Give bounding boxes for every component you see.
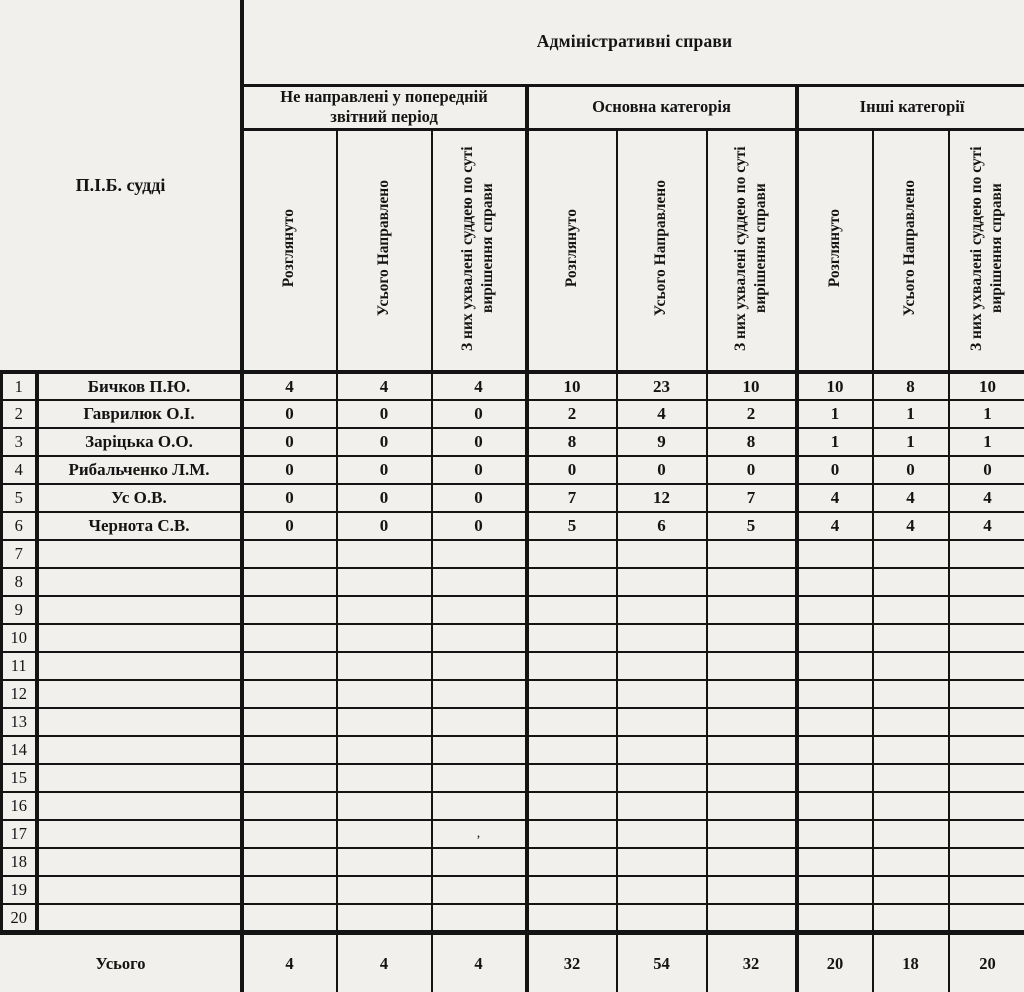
table-row <box>2 400 1024 428</box>
subheader-reviewed <box>242 129 337 372</box>
data-cell <box>707 848 797 876</box>
data-cell: 4 <box>432 372 527 400</box>
group-header-main-category: Основна категорія <box>527 85 797 129</box>
data-cell <box>242 624 337 652</box>
data-cell <box>949 680 1024 708</box>
table-row <box>2 708 1024 736</box>
data-cell <box>337 848 432 876</box>
total-value-cell: 18 <box>873 932 949 992</box>
row-number: 15 <box>2 764 37 792</box>
data-cell <box>242 708 337 736</box>
data-cell <box>617 568 707 596</box>
data-cell: 0 <box>242 400 337 428</box>
table-row <box>2 596 1024 624</box>
data-cell: 1 <box>873 400 949 428</box>
total-value-cell: 32 <box>527 932 617 992</box>
data-cell <box>242 540 337 568</box>
data-cell <box>242 904 337 932</box>
subheader-total-forwarded <box>337 129 432 372</box>
table-row <box>2 372 1024 400</box>
row-number: 10 <box>2 624 37 652</box>
judge-name-cell <box>37 820 242 848</box>
row-number: 13 <box>2 708 37 736</box>
data-cell: 0 <box>242 484 337 512</box>
data-cell <box>242 680 337 708</box>
total-value-cell: 20 <box>949 932 1024 992</box>
data-cell <box>337 904 432 932</box>
table-row <box>2 484 1024 512</box>
data-cell <box>949 764 1024 792</box>
subheader-label: Усього Направлено <box>651 180 671 316</box>
data-cell <box>337 568 432 596</box>
data-cell <box>873 764 949 792</box>
subheader-label: Розглянуто <box>562 209 582 287</box>
data-cell <box>873 596 949 624</box>
subheader-label: Усього Направлено <box>374 180 394 316</box>
data-cell <box>797 652 873 680</box>
data-cell <box>707 540 797 568</box>
total-value-cell: 54 <box>617 932 707 992</box>
data-cell <box>617 680 707 708</box>
data-cell <box>797 820 873 848</box>
data-cell: 12 <box>617 484 707 512</box>
table-row <box>2 540 1024 568</box>
data-cell: 2 <box>707 400 797 428</box>
data-cell <box>797 876 873 904</box>
data-cell <box>432 848 527 876</box>
table-row <box>2 568 1024 596</box>
row-number: 16 <box>2 792 37 820</box>
table-row <box>2 680 1024 708</box>
data-cell <box>797 792 873 820</box>
data-cell <box>527 596 617 624</box>
data-cell <box>873 540 949 568</box>
data-cell <box>337 820 432 848</box>
data-cell <box>432 624 527 652</box>
data-cell <box>617 792 707 820</box>
data-cell: 7 <box>527 484 617 512</box>
data-cell <box>617 904 707 932</box>
row-number: 8 <box>2 568 37 596</box>
data-cell <box>873 904 949 932</box>
data-cell <box>949 596 1024 624</box>
data-cell <box>527 904 617 932</box>
data-cell <box>707 624 797 652</box>
data-cell <box>617 764 707 792</box>
total-value-cell: 4 <box>242 932 337 992</box>
data-cell: 4 <box>873 484 949 512</box>
data-cell: 0 <box>242 456 337 484</box>
data-cell: 0 <box>873 456 949 484</box>
total-value-cell: 4 <box>432 932 527 992</box>
data-cell <box>949 792 1024 820</box>
data-cell <box>337 540 432 568</box>
data-cell: 10 <box>797 372 873 400</box>
data-cell <box>527 568 617 596</box>
data-cell: 0 <box>337 400 432 428</box>
data-cell: 6 <box>617 512 707 540</box>
total-row-label: Усього <box>2 932 242 992</box>
data-cell: 10 <box>527 372 617 400</box>
subheader-label: Розглянуто <box>279 209 299 287</box>
table-title: Адміністративні справи <box>242 0 1024 85</box>
table-row <box>2 428 1024 456</box>
data-cell <box>337 624 432 652</box>
row-number: 4 <box>2 456 37 484</box>
data-cell: 4 <box>617 400 707 428</box>
data-cell: 1 <box>797 400 873 428</box>
data-cell <box>707 876 797 904</box>
judge-name-cell <box>37 736 242 764</box>
subheader-label: Усього Направлено <box>900 180 920 316</box>
data-cell <box>797 708 873 736</box>
data-cell <box>707 680 797 708</box>
data-cell: 8 <box>873 372 949 400</box>
judge-name-cell <box>37 764 242 792</box>
data-cell: 5 <box>707 512 797 540</box>
judge-name-cell <box>37 904 242 932</box>
table-body <box>2 372 1024 932</box>
data-cell <box>432 652 527 680</box>
data-cell: , <box>432 820 527 848</box>
data-cell <box>527 624 617 652</box>
subheader-reviewed <box>797 129 873 372</box>
data-cell <box>707 708 797 736</box>
data-cell <box>337 596 432 624</box>
data-cell <box>432 540 527 568</box>
data-cell <box>337 680 432 708</box>
judge-name-cell <box>37 596 242 624</box>
subheader-total-forwarded <box>617 129 707 372</box>
data-cell <box>242 876 337 904</box>
data-cell: 0 <box>337 428 432 456</box>
data-cell: 0 <box>242 428 337 456</box>
data-cell <box>432 680 527 708</box>
data-cell: 1 <box>949 400 1024 428</box>
data-cell <box>873 624 949 652</box>
data-cell: 1 <box>949 428 1024 456</box>
data-cell <box>949 876 1024 904</box>
data-cell <box>707 652 797 680</box>
data-cell <box>949 652 1024 680</box>
table-row <box>2 624 1024 652</box>
data-cell: 4 <box>337 372 432 400</box>
table-row <box>2 764 1024 792</box>
row-number: 1 <box>2 372 37 400</box>
subheader-label: Розглянуто <box>825 209 845 287</box>
data-cell: 0 <box>242 512 337 540</box>
subheader-label: З них ухвалені суддею по суті вирішення справи <box>967 146 1007 351</box>
data-cell <box>873 876 949 904</box>
data-cell <box>242 596 337 624</box>
data-cell <box>949 736 1024 764</box>
data-cell <box>707 736 797 764</box>
data-cell <box>797 568 873 596</box>
data-cell <box>617 596 707 624</box>
data-cell: 0 <box>707 456 797 484</box>
data-cell <box>949 624 1024 652</box>
total-value-cell: 32 <box>707 932 797 992</box>
judge-name-cell <box>37 708 242 736</box>
data-cell: 1 <box>797 428 873 456</box>
judge-name-cell <box>37 680 242 708</box>
data-cell: 2 <box>527 400 617 428</box>
data-cell <box>949 540 1024 568</box>
data-cell <box>617 708 707 736</box>
data-cell <box>527 540 617 568</box>
data-cell <box>797 736 873 764</box>
row-number: 11 <box>2 652 37 680</box>
table-row <box>2 904 1024 932</box>
data-cell <box>337 652 432 680</box>
data-cell <box>617 736 707 764</box>
data-cell <box>873 680 949 708</box>
row-number: 12 <box>2 680 37 708</box>
data-cell: 0 <box>949 456 1024 484</box>
data-cell <box>617 876 707 904</box>
table-row <box>2 848 1024 876</box>
data-cell <box>242 848 337 876</box>
row-number: 14 <box>2 736 37 764</box>
data-cell: 0 <box>337 456 432 484</box>
total-value-cell: 4 <box>337 932 432 992</box>
data-cell: 0 <box>527 456 617 484</box>
data-cell <box>949 848 1024 876</box>
data-cell <box>707 596 797 624</box>
data-cell <box>432 596 527 624</box>
data-cell <box>617 652 707 680</box>
judge-name-cell: Бичков П.Ю. <box>37 372 242 400</box>
data-cell <box>797 540 873 568</box>
data-cell: 5 <box>527 512 617 540</box>
judge-name-cell: Чернота С.В. <box>37 512 242 540</box>
data-cell: 4 <box>242 372 337 400</box>
judge-name-cell <box>37 652 242 680</box>
data-cell: 10 <box>949 372 1024 400</box>
data-cell <box>242 568 337 596</box>
data-cell <box>797 848 873 876</box>
table-row <box>2 736 1024 764</box>
table-row <box>2 456 1024 484</box>
data-cell <box>432 764 527 792</box>
data-cell: 4 <box>873 512 949 540</box>
data-cell <box>873 568 949 596</box>
data-cell <box>432 568 527 596</box>
table-row <box>2 876 1024 904</box>
data-cell <box>242 764 337 792</box>
subheader-decided-on-merits <box>707 129 797 372</box>
data-cell <box>873 792 949 820</box>
data-cell <box>949 568 1024 596</box>
row-number: 5 <box>2 484 37 512</box>
data-cell: 0 <box>432 512 527 540</box>
table-row <box>2 652 1024 680</box>
table-row <box>2 820 1024 848</box>
data-cell <box>797 764 873 792</box>
data-cell: 0 <box>797 456 873 484</box>
data-cell: 0 <box>617 456 707 484</box>
subheader-reviewed <box>527 129 617 372</box>
data-cell <box>949 820 1024 848</box>
data-cell: 0 <box>337 512 432 540</box>
data-cell <box>527 652 617 680</box>
data-cell <box>432 876 527 904</box>
data-cell <box>707 792 797 820</box>
judge-name-cell <box>37 540 242 568</box>
data-cell <box>337 708 432 736</box>
judge-name-cell: Гаврилюк О.І. <box>37 400 242 428</box>
data-cell <box>707 764 797 792</box>
data-cell <box>797 624 873 652</box>
data-cell <box>617 820 707 848</box>
data-cell: 23 <box>617 372 707 400</box>
data-cell <box>617 624 707 652</box>
data-cell <box>949 708 1024 736</box>
data-cell: 7 <box>707 484 797 512</box>
data-cell <box>707 820 797 848</box>
table-row <box>2 792 1024 820</box>
judge-name-cell: Ус О.В. <box>37 484 242 512</box>
judge-name-cell <box>37 876 242 904</box>
judge-name-cell <box>37 568 242 596</box>
total-value-cell: 20 <box>797 932 873 992</box>
data-cell <box>337 792 432 820</box>
data-cell <box>873 736 949 764</box>
data-cell <box>432 792 527 820</box>
data-cell <box>242 820 337 848</box>
subheader-label: З них ухвалені суддею по суті вирішення справи <box>731 146 771 351</box>
data-cell <box>432 736 527 764</box>
data-cell: 10 <box>707 372 797 400</box>
judge-name-cell <box>37 792 242 820</box>
judge-name-cell <box>37 624 242 652</box>
data-cell <box>949 904 1024 932</box>
data-cell <box>873 820 949 848</box>
data-cell: 4 <box>949 512 1024 540</box>
data-cell: 4 <box>797 512 873 540</box>
table-row <box>2 512 1024 540</box>
subheader-decided-on-merits <box>949 129 1024 372</box>
data-cell: 8 <box>707 428 797 456</box>
data-cell <box>432 708 527 736</box>
group-header-not-forwarded: Не направлені у попередній звітний період <box>242 85 527 129</box>
row-number: 17 <box>2 820 37 848</box>
data-cell <box>617 848 707 876</box>
data-cell <box>337 876 432 904</box>
data-cell <box>797 596 873 624</box>
judge-name-cell: Рибальченко Л.М. <box>37 456 242 484</box>
data-cell <box>527 848 617 876</box>
data-cell <box>337 736 432 764</box>
data-cell <box>242 652 337 680</box>
data-cell <box>527 680 617 708</box>
judge-name-cell <box>37 848 242 876</box>
data-cell: 0 <box>432 456 527 484</box>
data-cell: 4 <box>797 484 873 512</box>
data-cell <box>873 652 949 680</box>
data-cell <box>527 708 617 736</box>
data-cell <box>337 764 432 792</box>
data-cell <box>873 708 949 736</box>
row-number: 7 <box>2 540 37 568</box>
data-cell <box>432 904 527 932</box>
data-cell: 0 <box>432 484 527 512</box>
data-cell <box>527 876 617 904</box>
data-cell: 9 <box>617 428 707 456</box>
group-header-other-categories: Інші категорії <box>797 85 1024 129</box>
subheader-label: З них ухвалені суддею по суті вирішення справи <box>458 146 498 351</box>
data-cell: 1 <box>873 428 949 456</box>
judge-name-cell: Заріцька О.О. <box>37 428 242 456</box>
data-cell <box>707 568 797 596</box>
subheader-decided-on-merits <box>432 129 527 372</box>
row-number: 18 <box>2 848 37 876</box>
data-cell: 8 <box>527 428 617 456</box>
data-cell <box>527 736 617 764</box>
data-cell <box>527 820 617 848</box>
data-cell <box>242 736 337 764</box>
data-cell <box>527 792 617 820</box>
data-cell: 4 <box>949 484 1024 512</box>
data-cell: 0 <box>337 484 432 512</box>
corner-header-judge-name: П.І.Б. судді <box>2 0 242 372</box>
subheader-total-forwarded <box>873 129 949 372</box>
data-cell: 0 <box>432 428 527 456</box>
row-number: 3 <box>2 428 37 456</box>
row-number: 19 <box>2 876 37 904</box>
data-cell <box>873 848 949 876</box>
row-number: 6 <box>2 512 37 540</box>
data-cell <box>527 764 617 792</box>
row-number: 20 <box>2 904 37 932</box>
data-cell <box>707 904 797 932</box>
data-cell <box>617 540 707 568</box>
data-cell <box>797 904 873 932</box>
row-number: 2 <box>2 400 37 428</box>
data-cell <box>797 680 873 708</box>
data-cell <box>242 792 337 820</box>
row-number: 9 <box>2 596 37 624</box>
data-cell: 0 <box>432 400 527 428</box>
